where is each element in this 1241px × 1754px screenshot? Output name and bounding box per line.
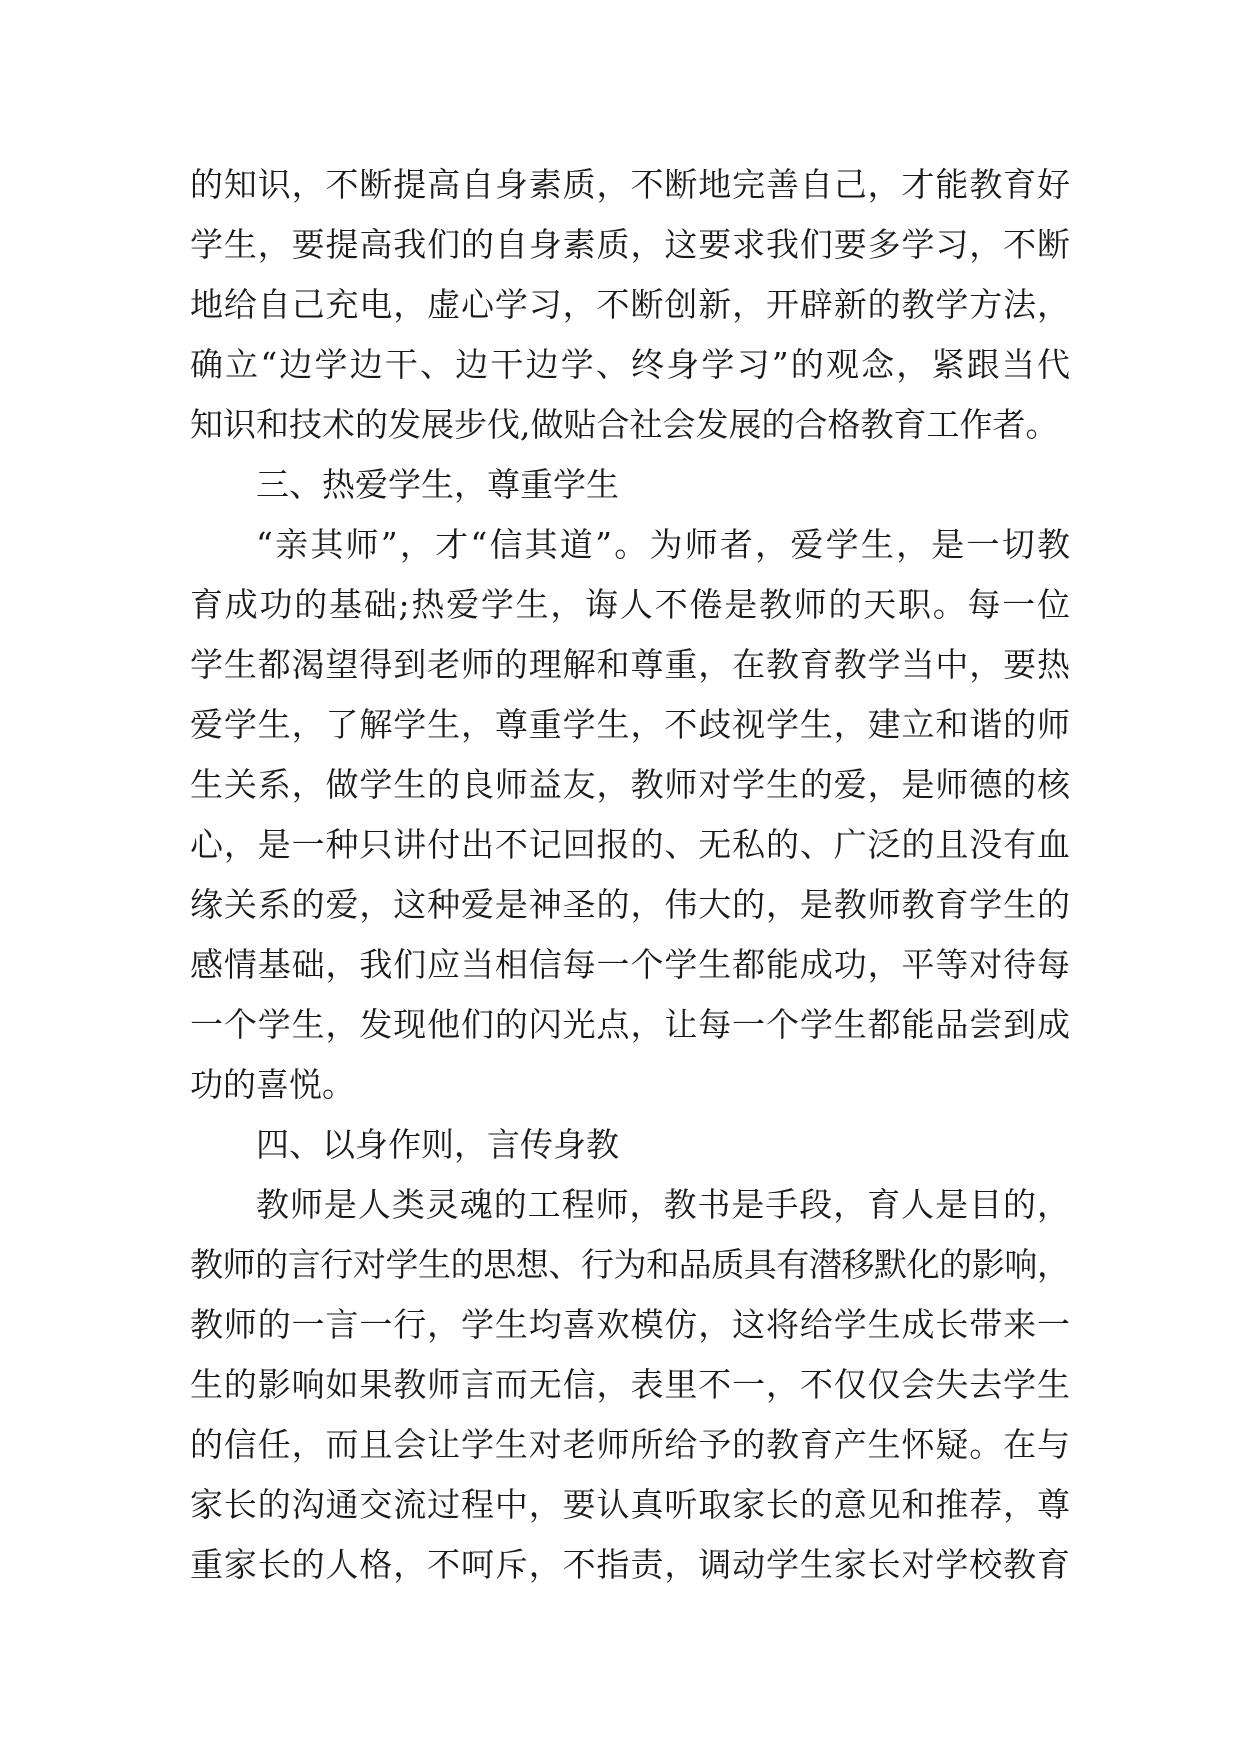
text-line: 生的影响如果教师言而无信，表里不一，不仅仅会失去学生 bbox=[190, 1365, 1071, 1404]
text-line: 爱学生，了解学生，尊重学生，不歧视学生，建立和谐的师 bbox=[190, 705, 1071, 744]
text-line: 学生都渴望得到老师的理解和尊重，在教育教学当中，要热 bbox=[190, 645, 1071, 684]
text-line: 功的喜悦。 bbox=[190, 1065, 355, 1104]
text-line: 心，是一种只讲付出不记回报的、无私的、广泛的且没有血 bbox=[190, 825, 1071, 864]
text-line: 重家长的人格，不呵斥，不指责，调动学生家长对学校教育 bbox=[190, 1545, 1071, 1584]
text-line: 一个学生，发现他们的闪光点，让每一个学生都能品尝到成 bbox=[190, 1005, 1071, 1044]
text-line: 学生，要提高我们的自身素质，这要求我们要多学习，不断 bbox=[190, 225, 1071, 264]
section-heading: 三、热爱学生，尊重学生 bbox=[256, 465, 619, 504]
text-line: 缘关系的爱，这种爱是神圣的，伟大的，是教师教育学生的 bbox=[190, 885, 1071, 924]
text-line: 地给自己充电，虚心学习，不断创新，开辟新的教学方法， bbox=[190, 285, 1071, 324]
text-line: 教师的一言一行，学生均喜欢模仿，这将给学生成长带来一 bbox=[190, 1305, 1071, 1344]
text-line: 确立“边学边干、边干边学、终身学习”的观念，紧跟当代 bbox=[190, 345, 1073, 384]
text-line: 的知识，不断提高自身素质，不断地完善自己，才能教育好 bbox=[190, 165, 1071, 204]
text-line: 育成功的基础;热爱学生，诲人不倦是教师的天职。每一位 bbox=[190, 585, 1072, 624]
text-line: 感情基础，我们应当相信每一个学生都能成功，平等对待每 bbox=[190, 945, 1071, 984]
text-line: 教师是人类灵魂的工程师，教书是手段，育人是目的， bbox=[256, 1185, 1071, 1224]
section-heading: 四、以身作则，言传身教 bbox=[256, 1125, 619, 1164]
text-line: 家长的沟通交流过程中，要认真听取家长的意见和推荐，尊 bbox=[190, 1485, 1071, 1524]
text-line: “亲其师”，才“信其道”。为师者，爱学生，是一切教 bbox=[256, 525, 1073, 564]
body-text bbox=[190, 155, 1073, 1595]
text-line: 的信任，而且会让学生对老师所给予的教育产生怀疑。在与 bbox=[190, 1425, 1071, 1464]
text-line: 教师的言行对学生的思想、行为和品质具有潜移默化的影响， bbox=[190, 1245, 1070, 1284]
text-line: 生关系，做学生的良师益友，教师对学生的爱，是师德的核 bbox=[190, 765, 1071, 804]
text-line: 知识和技术的发展步伐,做贴合社会发展的合格教育工作者。 bbox=[190, 405, 1059, 444]
